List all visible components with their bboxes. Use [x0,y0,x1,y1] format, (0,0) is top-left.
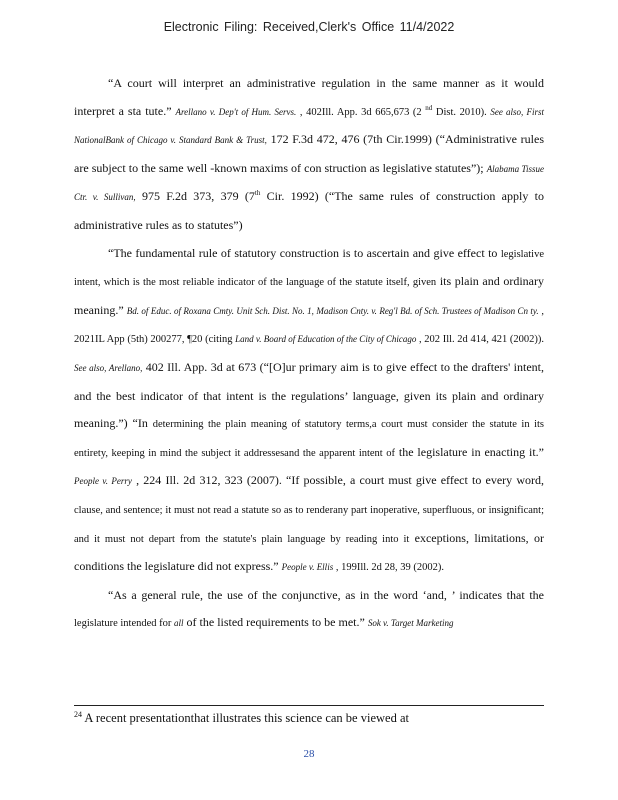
text-run: 975 F.2d 373, 379 (7 [135,189,255,204]
text-run: “A court will interpret an administrative regulation in the same manner as it would interpret a sta tute.” [74,76,544,118]
text-run: , 202 Ill. 2d 414, 421 (2002)). [416,334,545,346]
text-run: 172 F.3d 472, 476 (7th Cir.1999) (“Administrative rules are subject to the same well -known maxims of con struction as legislative statutes”); [74,132,544,175]
case-citation: People v. Perry [74,476,132,487]
footnote [74,710,544,726]
ordinal-superscript: th [254,189,261,198]
ordinal-superscript: nd [425,103,433,112]
page-number: 28 [303,748,315,760]
paragraph-conjunctive-rule [74,582,544,638]
case-citation: See also, Arellano, [74,362,143,373]
text-run: 402 Ill. App. 3d at 673 (“[O]ur primary aim is to give effect to the drafters' intent, and the best [74,359,545,403]
footnote-number: 24 [74,709,82,719]
text-run: “As a general rule, the use of the conjunctive, as in the word ‘and, ’ indicates that the [108,587,544,602]
text-run: of the listed requirements to be met.” [183,615,368,630]
paragraph-statutory-construction [74,240,544,582]
paragraph-regulation-interpretation [74,70,544,240]
text-run: its plain and ordinary meaning.” [74,274,545,317]
case-citation: Sok v. Target Marketing [367,618,454,629]
text-run: indicator of that intent is the regulations’ language, given its plain and ordinary meaning.”) “In [74,388,544,431]
text-run: Cir. 1992) (“The same rules of construction apply to administrative rules as to statutes”) [74,189,544,232]
filing-header: Electronic Filing: Received,Clerk's Office 11/4/2022 [163,20,455,34]
case-citation: Arellano v. Dep't of Hum. Servs. [175,106,297,117]
text-run: , 199Ill. 2d 28, 39 (2002). [333,562,445,574]
text-run: clause, and sentence; it must not read a statute so as to renderany part inoperative, superfluous, or insignificant; and it must not depart from the statute's plain language by reading into it [74,504,544,545]
text-run: exceptions, limitations, or conditions the legislature did not express.” [74,530,544,574]
footnote-separator [74,705,544,706]
text-run: determining the plain meaning of statutory terms,a court must consider the statute in its entirety, keeping in mind the subject it addressesand the apparent intent of [74,419,544,459]
text-run: , 402Ill. App. 3d 665,673 (2 [296,106,426,118]
case-citation: Alabama Tissue Ctr. v. Sullivan, [74,163,545,203]
text-run: Dist. 2010). [432,106,491,118]
footnote-text: A recent presentationthat illustrates this science can be viewed at [82,711,409,725]
text-run: , 2021IL App (5th) 200277, ¶20 (citing [74,305,544,346]
case-citation: Bd. of Educ. of Roxana Cmty. Unit Sch. Dist. No. 1, Madison Cnty. v. Reg'l Bd. of Sch. Trustees of Madison Cn ty. [126,305,539,316]
case-citation: all [174,618,184,629]
text-run: legislature intended for [74,618,175,630]
case-citation: See also, First NationalBank of Chicago v. Standard Bank & Trust, [74,106,545,146]
case-citation: People v. Ellis [281,562,334,573]
text-run: , 224 Ill. 2d 312, 323 (2007). “If possible, a court must give effect to every word, [131,473,544,488]
text-run: the legislature in enacting it.” [394,444,544,459]
case-citation: Land v. Board of Education of the City of Chicago [235,334,417,345]
document-body [74,70,544,638]
text-run: “The fundamental rule of statutory construction is to ascertain and give effect to [108,245,501,260]
text-run: legislative intent, which is the most reliable indicator of the language of the statute itself, given [74,248,544,289]
